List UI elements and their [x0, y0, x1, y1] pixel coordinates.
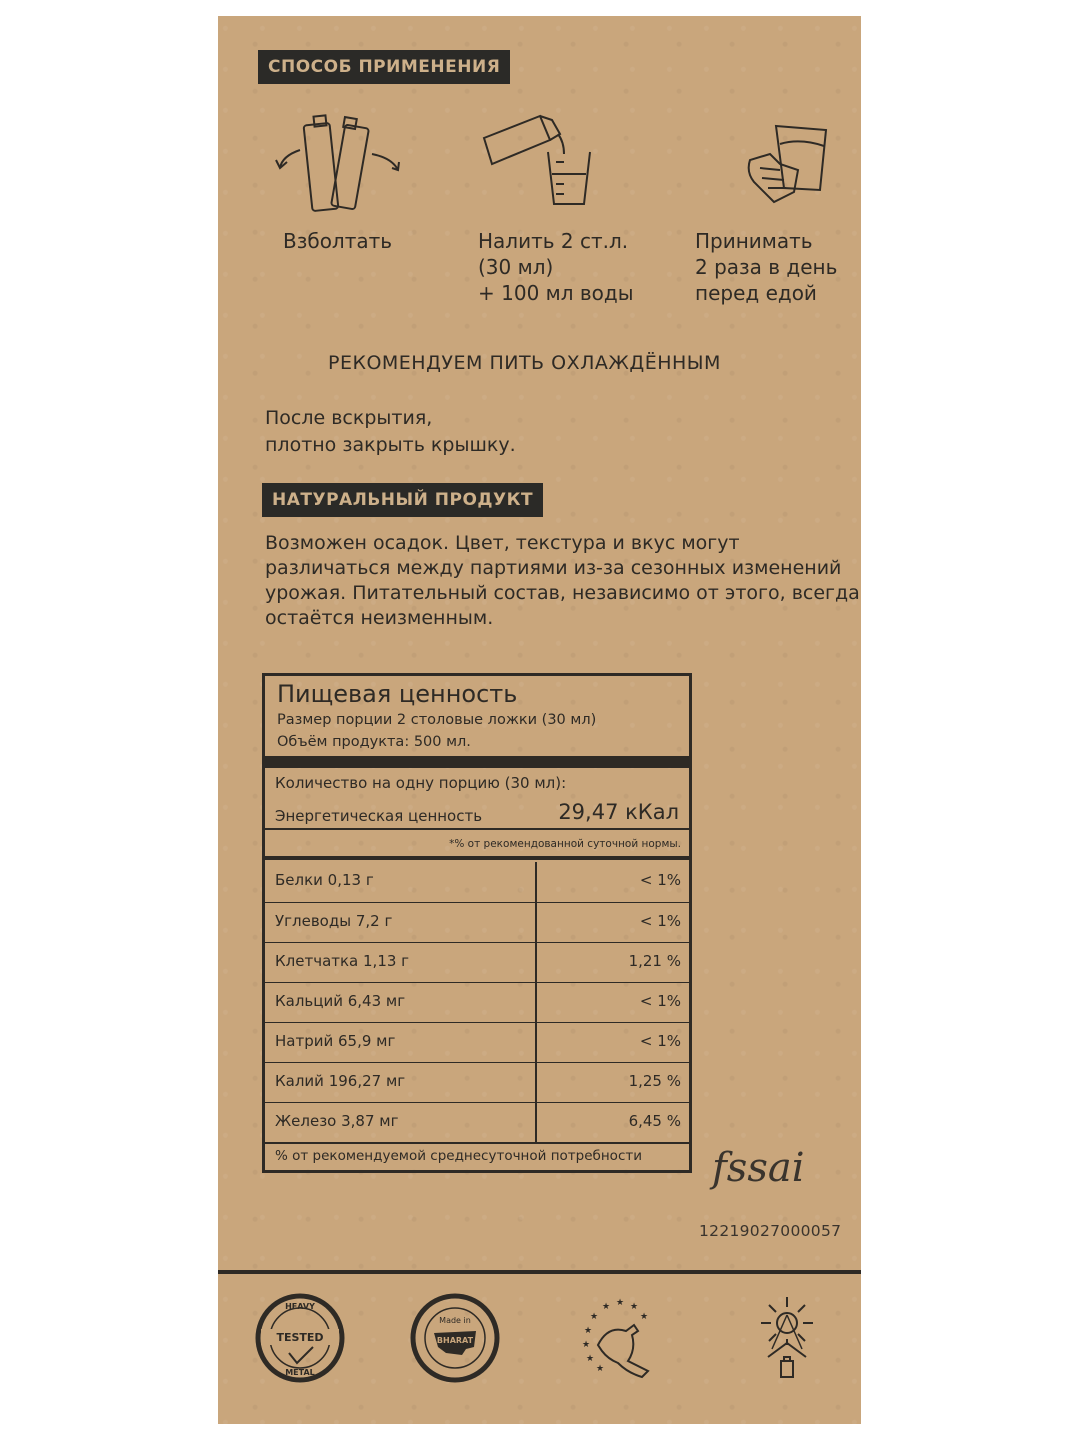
dv-note-top: *% от рекомендованной суточной нормы. — [449, 838, 681, 850]
row-pct: 6,45 % — [628, 1112, 681, 1130]
bottom-divider — [265, 1142, 689, 1144]
energy-value: 29,47 кКал — [558, 800, 679, 824]
product-volume: Объём продукта: 500 мл. — [277, 734, 471, 750]
energy-divider — [265, 828, 689, 830]
row-pct: < 1% — [639, 992, 681, 1010]
step-caption-shake: Взболтать — [283, 229, 393, 253]
row-split — [535, 862, 537, 902]
after-opening-line2: плотно закрыть крышку. — [265, 434, 516, 456]
row-name: Клетчатка 1,13 г — [275, 952, 410, 970]
badge-tested-text: TESTED — [276, 1331, 324, 1344]
badge-metal-text: METAL — [285, 1368, 315, 1377]
heavy-metal-tested-badge — [255, 1293, 345, 1387]
keep-from-sunlight-icon — [742, 1293, 832, 1387]
row-split — [535, 943, 537, 983]
row-split — [535, 903, 537, 943]
row-pct: < 1% — [639, 871, 681, 889]
nutrition-table — [262, 673, 692, 1173]
eu-stars-animal-icon — [568, 1295, 668, 1389]
table-row — [265, 1022, 689, 1063]
step-caption-pour: Налить 2 ст.л. (30 мл) + 100 мл воды — [478, 229, 634, 305]
svg-text:★: ★ — [602, 1302, 611, 1312]
row-name: Калий 196,27 мг — [275, 1072, 406, 1090]
fssai-logo: fssai — [712, 1145, 805, 1191]
badge-bharat-text: BHARAT — [436, 1336, 474, 1345]
svg-text:★: ★ — [596, 1364, 605, 1374]
fssai-license-number: 12219027000057 — [699, 1222, 842, 1240]
badge-made-in-text: Made in — [439, 1316, 471, 1325]
recommend-chilled: РЕКОМЕНДУЕМ ПИТЬ ОХЛАЖДЁННЫМ — [328, 352, 721, 374]
table-row — [265, 1102, 689, 1143]
nutrition-title: Пищевая ценность — [277, 680, 518, 708]
table-row — [265, 942, 689, 983]
row-name: Кальций 6,43 мг — [275, 992, 406, 1010]
thick-divider — [265, 756, 689, 768]
row-pct: 1,21 % — [628, 952, 681, 970]
table-row — [265, 1062, 689, 1103]
row-split — [535, 1063, 537, 1103]
energy-label: Энергетическая ценность — [275, 807, 483, 825]
after-opening-line1: После вскрытия, — [265, 407, 433, 429]
amount-per-serving: Количество на одну порцию (30 мл): — [275, 774, 567, 792]
usage-heading: СПОСОБ ПРИМЕНЕНИЯ — [258, 50, 510, 84]
row-pct: < 1% — [639, 1032, 681, 1050]
svg-text:★: ★ — [630, 1302, 639, 1312]
badge-heavy-text: HEAVY — [285, 1302, 315, 1311]
hand-glass-icon — [740, 120, 840, 214]
dv-note-bottom: % от рекомендуемой среднесуточной потребности — [275, 1148, 642, 1164]
row-split — [535, 1023, 537, 1063]
rows-divider — [265, 856, 689, 860]
svg-text:★: ★ — [616, 1298, 625, 1308]
row-name: Углеводы 7,2 г — [275, 912, 393, 930]
row-name: Белки 0,13 г — [275, 871, 374, 889]
bottom-divider-line — [218, 1270, 861, 1274]
row-name: Натрий 65,9 мг — [275, 1032, 396, 1050]
svg-text:★: ★ — [586, 1354, 595, 1364]
serving-size: Размер порции 2 столовые ложки (30 мл) — [277, 712, 597, 728]
bottles-shake-icon — [270, 110, 410, 224]
made-in-bharat-badge — [410, 1293, 500, 1387]
svg-text:★: ★ — [640, 1312, 649, 1322]
row-name: Железо 3,87 мг — [275, 1112, 399, 1130]
svg-text:★: ★ — [590, 1312, 599, 1322]
svg-text:★: ★ — [582, 1340, 591, 1350]
table-row — [265, 862, 689, 902]
table-row — [265, 902, 689, 943]
natural-heading: НАТУРАЛЬНЫЙ ПРОДУКТ — [262, 483, 543, 517]
step-caption-take: Принимать 2 раза в день перед едой — [695, 229, 838, 305]
svg-text:★: ★ — [584, 1326, 593, 1336]
row-pct: 1,25 % — [628, 1072, 681, 1090]
row-pct: < 1% — [639, 912, 681, 930]
row-split — [535, 1103, 537, 1143]
natural-text: Возможен осадок. Цвет, текстура и вкус могут различаться между партиями из-за сезонных изменений урожая. Питательный состав, независимо от этого, всегда остаётся неизменным. — [265, 532, 860, 629]
table-row — [265, 982, 689, 1023]
after-opening-note — [265, 405, 516, 459]
row-split — [535, 983, 537, 1023]
pour-glass-icon — [480, 112, 600, 216]
